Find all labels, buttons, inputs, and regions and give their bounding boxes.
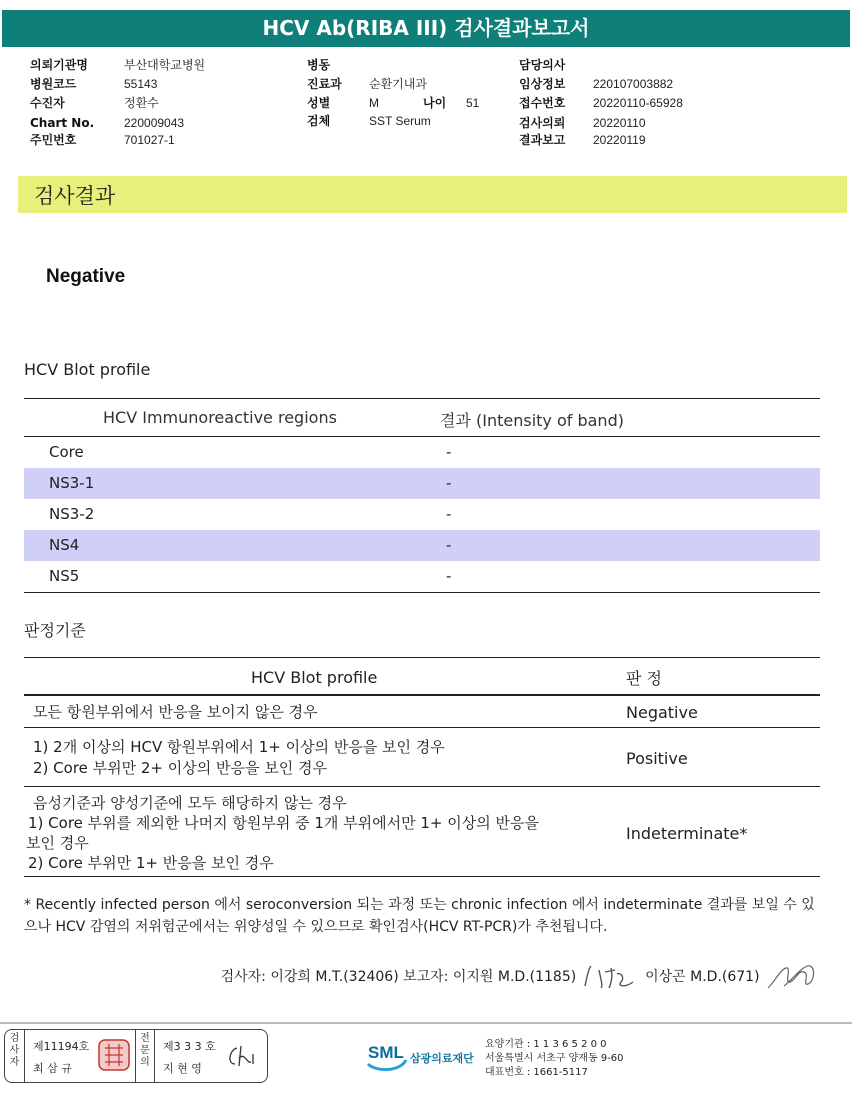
footnote: * Recently infected person 에서 seroconversion 되는 과정 또는 chronic infection 에서 indeterminate 결과를 보일 수 있으나 HCV 감염의 저위험군에서는 위양성일 수 있으므로 확인검사(HCV RT-PCR)가 추천됩니다.: [24, 897, 815, 935]
result-text: Negative: [46, 266, 126, 287]
info-label: 접수번호: [519, 96, 566, 110]
org-address: 서울특별시 서초구 양재동 9-60: [485, 1053, 624, 1064]
info-label: 임상정보: [519, 77, 566, 91]
info-label: 담당의사: [519, 58, 566, 72]
info-value: 55143: [124, 77, 158, 91]
criteria-text: 보인 경우: [26, 834, 89, 852]
table-row: [24, 530, 820, 561]
region-name: Core: [49, 443, 84, 461]
tester-text: 검사자: 이강희 M.T.(32406): [220, 969, 399, 985]
info-value: 220009043: [124, 116, 185, 130]
criteria-col1-header: HCV Blot profile: [251, 668, 378, 687]
logo-text: SML: [368, 1043, 404, 1062]
signature-mark: [223, 1042, 259, 1072]
blot-title: HCV Blot profile: [24, 360, 151, 379]
criteria-top-rule: [24, 657, 820, 658]
info-label: 의뢰기관명: [30, 58, 88, 72]
criteria-bottom-rule: [24, 876, 820, 877]
sex-value: M: [369, 96, 379, 110]
criteria-text: 모든 항원부위에서 반응을 보이지 않은 경우: [33, 703, 318, 721]
criteria-text: 음성기준과 양성기준에 모두 해당하지 않는 경우: [33, 794, 347, 812]
info-value: 부산대학교병원: [124, 58, 206, 72]
table-row: [24, 437, 820, 468]
org-info: [485, 1038, 624, 1080]
blot-col2-header: 결과 (Intensity of band): [440, 411, 624, 430]
criteria-row-rule: [24, 786, 820, 787]
region-name: NS4: [49, 536, 80, 554]
dept-value: 순환기내과: [369, 77, 427, 91]
info-value: 220107003882: [593, 77, 674, 91]
box2-vertical-label: 전문의: [135, 1030, 155, 1082]
criteria-text: 1) Core 부위를 제외한 나머지 항원부위 중 1개 부위에서만 1+ 이상의 반응을: [28, 814, 539, 832]
table-top-rule: [24, 398, 820, 399]
criteria-judgement: Positive: [626, 749, 688, 768]
info-value: 20220110: [593, 116, 646, 130]
table-row: [24, 561, 820, 592]
region-name: NS3-1: [49, 474, 95, 492]
specimen-value: SST Serum: [369, 114, 431, 128]
table-row: [24, 468, 820, 499]
age-value: 51: [466, 96, 480, 110]
region-name: NS3-2: [49, 505, 95, 523]
section-title: 검사결과: [34, 184, 116, 208]
region-result: -: [446, 474, 452, 492]
org-phone: 대표번호 : 1661-5117: [485, 1067, 588, 1078]
info-label: 주민번호: [30, 133, 77, 147]
criteria-judgement: Indeterminate*: [626, 824, 748, 843]
certification-box: [4, 1029, 268, 1083]
reporter-text: 보고자: 이지원 M.D.(1185): [403, 969, 577, 985]
info-label: 결과보고: [519, 133, 566, 147]
info-label: 검사의뢰: [519, 116, 566, 130]
dept-label: 진료과: [307, 77, 342, 91]
sex-label: 성별: [307, 96, 331, 110]
report-title: HCV Ab(RIBA III) 검사결과보고서: [2, 10, 850, 47]
blot-col1-header: HCV Immunoreactive regions: [103, 408, 337, 427]
box1-vertical-label: 검사자: [5, 1030, 25, 1082]
region-name: NS5: [49, 567, 80, 585]
box2-number: 제3 3 3 호: [163, 1040, 216, 1053]
criteria-title: 판정기준: [24, 621, 86, 640]
ward-label: 병동: [307, 58, 331, 72]
seal-stamp-icon: [97, 1038, 131, 1072]
box1-name: 최 삼 규: [33, 1062, 72, 1075]
box2-name: 지 현 영: [163, 1062, 202, 1075]
criteria-text: 2) Core 부위만 2+ 이상의 반응을 보인 경우: [33, 759, 327, 777]
info-label: 수진자: [30, 96, 65, 110]
criteria-text: 2) Core 부위만 1+ 반응을 보인 경우: [28, 854, 274, 872]
criteria-header-rule: [24, 694, 820, 696]
region-result: -: [446, 443, 452, 461]
org-name: 삼광의료재단: [410, 1052, 474, 1065]
criteria-judgement: Negative: [626, 703, 698, 722]
info-value: 20220119: [593, 133, 646, 147]
box1-number: 제11194호: [33, 1040, 90, 1053]
signature-line: [221, 960, 820, 994]
footer-divider: [0, 1022, 852, 1024]
age-label: 나이: [423, 96, 447, 110]
signature-mark: [581, 962, 641, 992]
region-result: -: [446, 505, 452, 523]
info-label: 병원코드: [30, 77, 77, 91]
org-code: 요양기관 : 1 1 3 6 5 2 0 0: [485, 1039, 607, 1050]
criteria-row-rule: [24, 727, 820, 728]
region-result: -: [446, 567, 452, 585]
signature-mark: [764, 960, 820, 994]
criteria-text: 1) 2개 이상의 HCV 항원부위에서 1+ 이상의 반응을 보인 경우: [33, 738, 445, 756]
criteria-col2-header: 판 정: [626, 669, 662, 688]
table-row: [24, 499, 820, 530]
reporter2-text: 이상곤 M.D.(671): [645, 969, 760, 985]
info-value: 20220110-65928: [593, 96, 683, 110]
info-value: 701027-1: [124, 133, 175, 147]
info-value: 정환수: [124, 96, 159, 110]
section-header: [18, 176, 847, 213]
specimen-label: 검체: [307, 114, 331, 128]
sml-logo-icon: [366, 1034, 408, 1074]
table-bottom-rule: [24, 592, 820, 593]
info-label: Chart No.: [30, 116, 95, 130]
region-result: -: [446, 536, 452, 554]
